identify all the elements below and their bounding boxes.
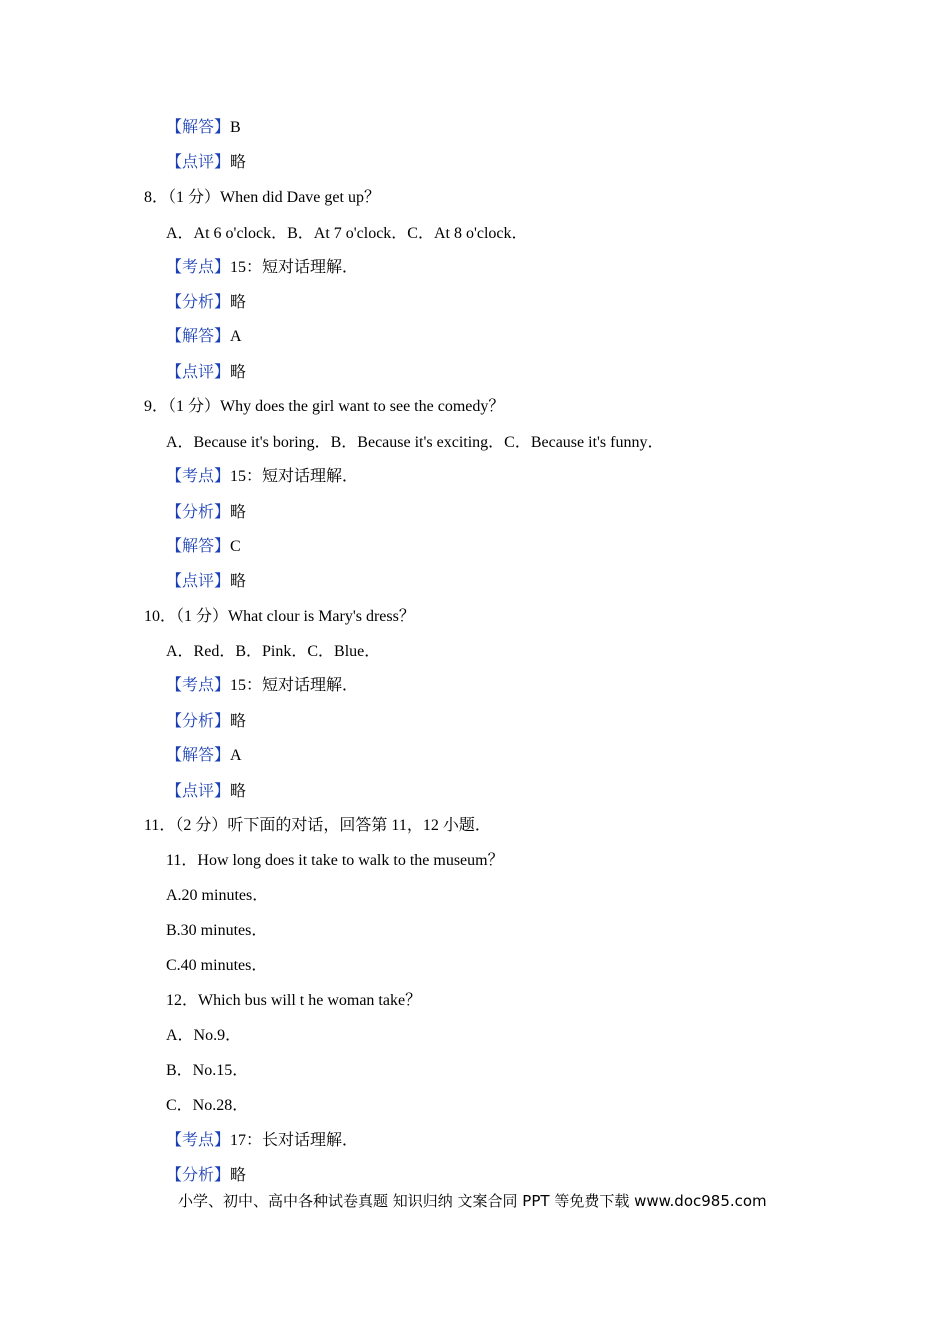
answer-line [166, 537, 241, 557]
keypoint-text: 17：长对话理解． [230, 1132, 359, 1149]
option-line [166, 1026, 241, 1046]
options-text: A．Because it's boring．B．Because it's exciting．C．Because it's funny． [166, 434, 664, 451]
comment-tag: 【点评】 [166, 154, 231, 171]
analysis-tag: 【分析】 [166, 504, 231, 521]
option-line [166, 1061, 248, 1081]
analysis-text: 略 [230, 504, 247, 521]
option-text: C.40 minutes． [166, 957, 268, 974]
comment-line [166, 363, 246, 383]
keypoint-text: 15：短对话理解． [230, 259, 359, 276]
keypoint-tag: 【考点】 [166, 259, 231, 276]
analysis-line [166, 1166, 246, 1186]
question-10 [144, 607, 415, 627]
answer-tag: 【解答】 [166, 538, 231, 555]
comment-tag: 【点评】 [166, 783, 231, 800]
keypoint-line [166, 676, 358, 696]
option-text: B.30 minutes． [166, 922, 268, 939]
comment-line [166, 572, 246, 592]
option-line [166, 1096, 248, 1116]
keypoint-text: 15：短对话理解． [230, 677, 359, 694]
subquestion-text: 11．How long does it take to walk to the museum？ [166, 852, 504, 869]
comment-text: 略 [230, 364, 247, 381]
answer-line [166, 327, 242, 347]
keypoint-line [166, 258, 358, 278]
comment-text: 略 [230, 783, 247, 800]
analysis-line [166, 293, 246, 313]
analysis-tag: 【分析】 [166, 713, 231, 730]
analysis-text: 略 [230, 713, 247, 730]
answer-text: B [230, 119, 241, 136]
keypoint-line [166, 1131, 358, 1151]
page-footer: 小学、初中、高中各种试卷真题 知识归纳 文案合同 PPT 等免费下载 www.doc985.com [178, 1192, 767, 1210]
question-8 [144, 188, 380, 208]
subquestion-text: 12．Which bus will t he woman take？ [166, 992, 422, 1009]
subquestion-12 [166, 991, 421, 1011]
analysis-text: 略 [230, 294, 247, 311]
option-line [166, 886, 268, 906]
question-9 [144, 397, 504, 417]
answer-text: A [230, 747, 242, 764]
answer-tag: 【解答】 [166, 328, 231, 345]
options-text: A．At 6 o'clock．B．At 7 o'clock．C．At 8 o'clock． [166, 225, 528, 242]
analysis-line [166, 712, 246, 732]
comment-text: 略 [230, 573, 247, 590]
option-line [166, 921, 267, 941]
question-9-options [166, 433, 663, 453]
keypoint-line [166, 467, 358, 487]
comment-tag: 【点评】 [166, 573, 231, 590]
answer-text: A [230, 328, 242, 345]
option-line [166, 956, 267, 976]
analysis-tag: 【分析】 [166, 1167, 231, 1184]
comment-text: 略 [230, 154, 247, 171]
analysis-line [166, 503, 246, 523]
analysis-text: 略 [230, 1167, 247, 1184]
keypoint-tag: 【考点】 [166, 468, 231, 485]
keypoint-tag: 【考点】 [166, 1132, 231, 1149]
question-10-options [166, 642, 380, 662]
comment-line [166, 782, 246, 802]
subquestion-11 [166, 851, 504, 871]
question-11 [144, 816, 491, 836]
question-8-options [166, 224, 528, 244]
options-text: A．Red．B．Pink．C．Blue． [166, 643, 381, 660]
question-9-text: 9．（1 分）Why does the girl want to see the comedy？ [144, 398, 505, 415]
question-10-text: 10．（1 分）What clour is Mary's dress？ [144, 608, 415, 625]
option-text: A．No.9． [166, 1027, 242, 1044]
answer-tag: 【解答】 [166, 119, 231, 136]
answer-tag: 【解答】 [166, 747, 231, 764]
answer-line [166, 118, 241, 138]
answer-text: C [230, 538, 241, 555]
option-text: B．No.15． [166, 1062, 249, 1079]
comment-tag: 【点评】 [166, 364, 231, 381]
option-text: A.20 minutes． [166, 887, 269, 904]
analysis-tag: 【分析】 [166, 294, 231, 311]
comment-line [166, 153, 246, 173]
option-text: C．No.28． [166, 1097, 249, 1114]
question-11-text: 11．（2 分）听下面的对话，回答第 11，12 小题． [144, 817, 491, 834]
answer-line [166, 746, 242, 766]
keypoint-tag: 【考点】 [166, 677, 231, 694]
question-8-text: 8．（1 分）When did Dave get up？ [144, 189, 380, 206]
keypoint-text: 15：短对话理解． [230, 468, 359, 485]
